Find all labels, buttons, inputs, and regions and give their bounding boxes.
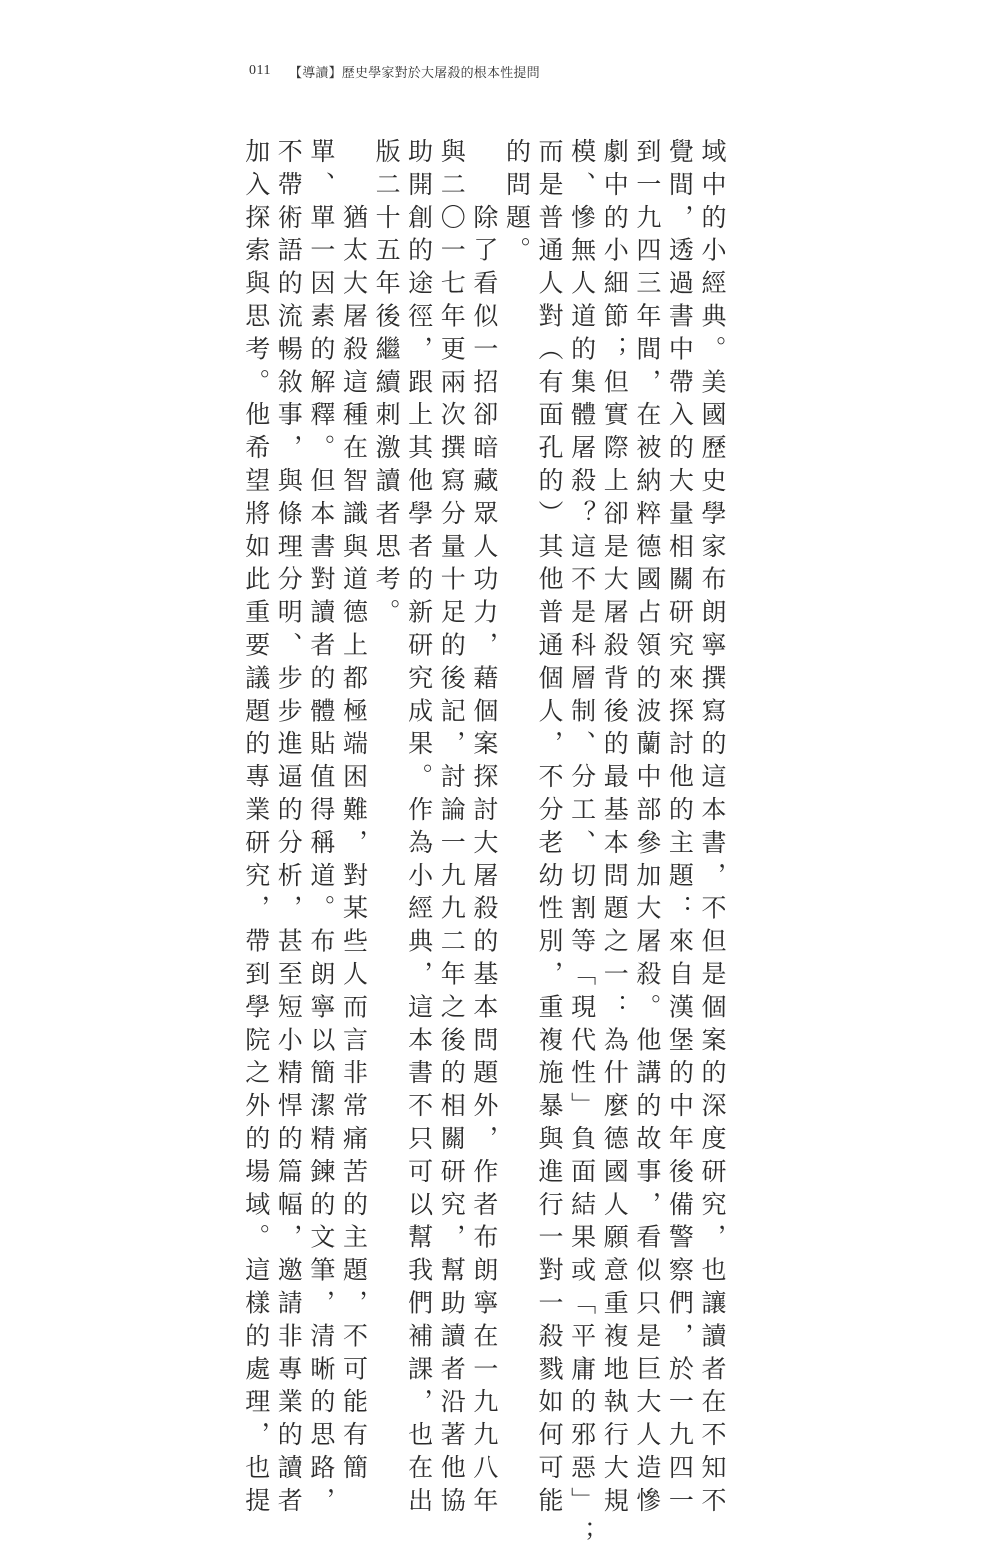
text-column: 助開創的途徑，跟上其他學者的新研究成果。作為小經典，這本書不只可以幫我們補課，也在出 — [404, 138, 434, 1520]
paragraph-start-column: 除了看似一招卻暗藏眾人功力，藉個案探討大屠殺的基本問題外，作者布朗寧在一九九八年 — [469, 138, 499, 1520]
page-number: 011 — [249, 63, 271, 78]
vertical-text-body — [239, 138, 728, 1553]
chapter-title: 【導讀】歷史學家對於大屠殺的根本性提問 — [289, 65, 540, 81]
text-column: 與二〇一七年更兩次撰寫分量十足的後記，討論一九九二年之後的相關研究，幫助讀者沿著他協 — [437, 138, 467, 1520]
text-column: 版二十五年後繼續刺激讀者思考。 — [372, 138, 402, 632]
text-column: 的問題。 — [502, 138, 532, 270]
text-column: 加入探索與思考。他希望將如此重要議題的專業研究，帶到學院之外的場域。這樣的處理，也提 — [241, 138, 271, 1520]
text-column: 劇中的小細節；但實際上卻是大屠殺背後的最基本問題之一：為什麼德國人願意重複地執行大規 — [600, 138, 630, 1520]
paragraph-start-column: 猶太大屠殺這種在智識與道德上都極端困難，對某些人而言非常痛苦的主題，不可能有簡 — [339, 138, 369, 1487]
text-column: 不帶術語的流暢敘事，與條理分明、步步進逼的分析，甚至短小精悍的篇幅，邀請非專業的讀者 — [274, 138, 304, 1520]
text-column: 覺間，透過書中帶入的大量相關研究來探討他的主題：來自漢堡的中年後備警察們，於一九四一 — [665, 138, 695, 1520]
text-column: 而是普通人對（有面孔的）其他普通個人，不分老幼性別，重複施暴與進行一對一殺戮如何可能 — [535, 138, 565, 1520]
text-column: 域中的小經典。美國歷史學家布朗寧撰寫的這本書，不但是個案的深度研究，也讓讀者在不知不 — [698, 138, 727, 1520]
running-head — [249, 61, 540, 81]
text-column: 到一九四三年間，在被納粹德國占領的波蘭中部參加大屠殺。他講的故事，看似只是巨大人造慘 — [632, 138, 662, 1520]
text-column: 單、單一因素的解釋。但本書對讀者的體貼值得稱道。布朗寧以簡潔精鍊的文筆，清晰的思路， — [306, 138, 336, 1520]
text-column: 模、慘無人道的集體屠殺？這不是科層制、分工、切割等「現代性」負面結果或「平庸的邪惡」； — [567, 138, 597, 1553]
